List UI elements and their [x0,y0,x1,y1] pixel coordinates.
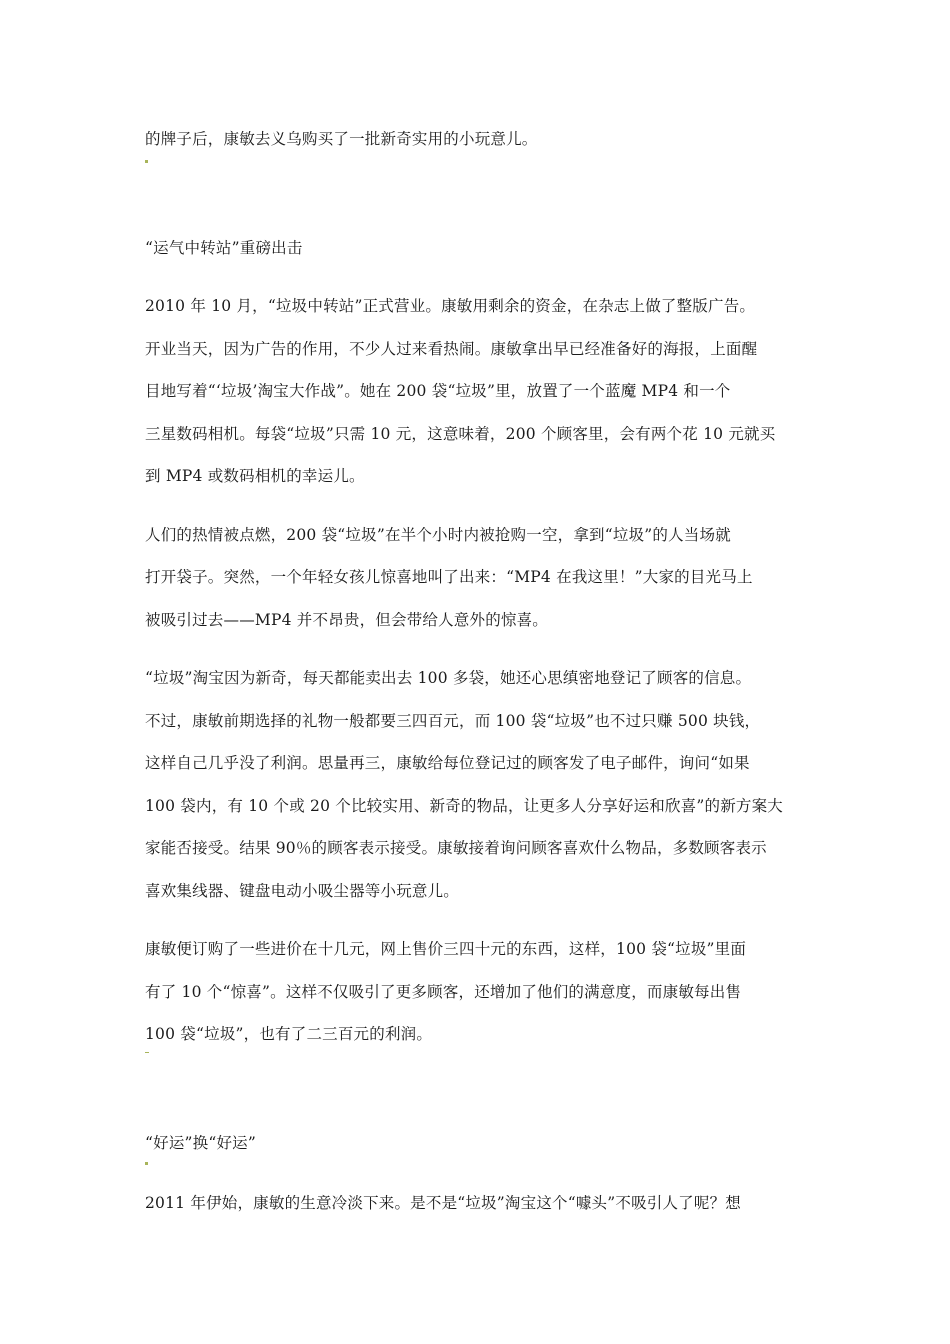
text-line: “垃圾”淘宝因为新奇，每天都能卖出去 100 多袋，她还心思缜密地登记了顾客的信息。 [145,669,752,687]
text-line: 2010 年 10 月，“垃圾中转站”正式营业。康敏用剩余的资金，在杂志上做了整版广告。 [145,297,756,315]
text-line: 到 MP4 或数码相机的幸运儿。 [145,467,365,485]
paragraph-mark [145,160,148,163]
text-line: 被吸引过去——MP4 并不昂贵，但会带给人意外的惊喜。 [145,611,548,629]
text-line: 康敏便订购了一些进价在十几元，网上售价三四十元的东西，这样，100 袋“垃圾”里面 [145,940,747,958]
text-line: 这样自己几乎没了利润。思量再三，康敏给每位登记过的顾客发了电子邮件，询问“如果 [145,754,750,772]
paragraph-mark [145,1052,149,1053]
paragraph-mark [145,1162,148,1165]
text-line: 打开袋子。突然，一个年轻女孩儿惊喜地叫了出来：“MP4 在我这里！”大家的目光马上 [145,568,753,586]
text-line: 有了 10 个“惊喜”。这样不仅吸引了更多顾客，还增加了他们的满意度，而康敏每出售 [145,983,742,1001]
section-heading: “运气中转站”重磅出击 [145,239,303,257]
text-line: 不过，康敏前期选择的礼物一般都要三四百元，而 100 袋“垃圾”也不过只赚 500 块钱， [145,712,761,730]
intro-line: 的牌子后，康敏去义乌购买了一批新奇实用的小玩意儿。 [145,130,538,148]
text-line: 人们的热情被点燃，200 袋“垃圾”在半个小时内被抢购一空，拿到“垃圾”的人当场就 [145,526,731,544]
text-line: 2011 年伊始，康敏的生意冷淡下来。是不是“垃圾”淘宝这个“噱头”不吸引人了呢？想 [145,1194,741,1212]
text-line: 开业当天，因为广告的作用，不少人过来看热闹。康敏拿出早已经准备好的海报，上面醒 [145,340,758,358]
text-line: 100 袋内，有 10 个或 20 个比较实用、新奇的物品，让更多人分享好运和欣喜”的新方案大 [145,797,783,815]
section-heading: “好运”换“好运” [145,1134,256,1152]
text-line: 目地写着“‘垃圾’淘宝大作战”。她在 200 袋“垃圾”里，放置了一个蓝魔 MP4 和一个 [145,382,731,400]
text-line: 家能否接受。结果 90％的顾客表示接受。康敏接着询问顾客喜欢什么物品，多数顾客表示 [145,839,767,857]
text-line: 喜欢集线器、键盘电动小吸尘器等小玩意儿。 [145,882,460,900]
text-line: 三星数码相机。每袋“垃圾”只需 10 元，这意味着，200 个顾客里，会有两个花 10 元就买 [145,425,776,443]
text-line: 100 袋“垃圾”，也有了二三百元的利润。 [145,1025,433,1043]
